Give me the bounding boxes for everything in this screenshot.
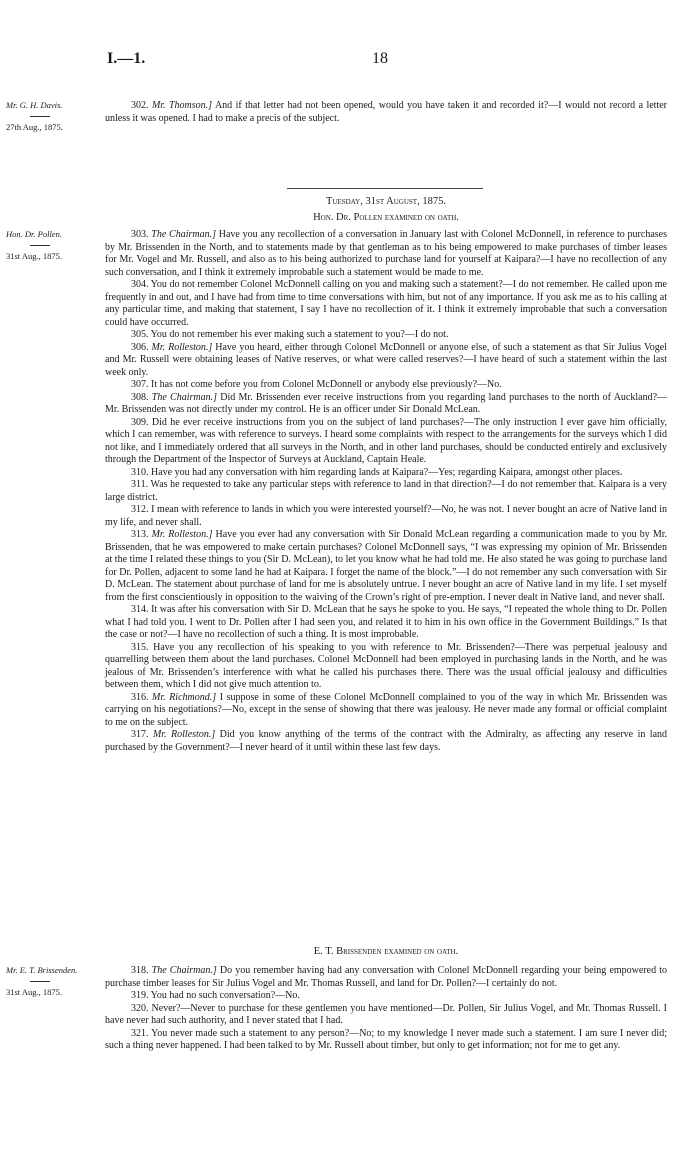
- witness-margin-note: [6, 229, 102, 262]
- testimony-paragraph: 315. Have you any recollection of his speaking to you with reference to Mr. Brissenden?—There was perpetual jealousy and quarrelling between them about the land purchases. Colonel McDonnell had been employed in purchasing lands in the North, and he was jealous of Mr. Brissenden’s interference with what he called his purchases there. There was the usual official jealousy and difficulties between them, which I did not give much attention to.: [105, 641, 667, 690]
- examination-heading: E. T. Brissenden examined on oath.: [313, 946, 459, 957]
- testimony-paragraph: 319. You had no such conversation?—No.: [131, 990, 300, 1001]
- testimony-paragraph: 313. Mr. Rolleston.] Have you ever had any conversation with Sir Donald McLean regarding a communication made to you by Mr. Brissenden, that he was empowered to make certain purchases? Colonel McDonnell says, “I was expressing my opinion of Mr. Brissenden at the time I related these things to you (Sir D. McLean), to let you know what he had told me. He also stated he was going to purchase land for Dr. Pollen, adjacent to some land he had at Kaipara. I forget the name of the block.”—I do not remember any such conversation with Sir D. McLean. The statement about purchase of land for me is absolutely untrue. I never bought an acre of Native land in my life. I set myself from the first conscientiously in opposition to the waiving of the Crown’s right of pre-emption. I never dealt in Native land, and never shall.: [105, 529, 668, 603]
- testimony-paragraph: 317. Mr. Rolleston.] Did you know anything of the terms of the contract with the Admiralty, as affecting any reserve in land purchased by the Government?—I never heard of it until within these last few days.: [105, 729, 668, 753]
- testimony-block: [105, 965, 667, 1053]
- testimony-paragraph: 320. Never?—Never to purchase for these gentlemen you have mentioned—Dr. Pollen, Sir Julius Vogel, and Mr. Thomas Russell. I have never had such authority, and I never stated that I had.: [105, 1002, 667, 1026]
- day-heading: Tuesday, 31st August, 1875.: [326, 196, 446, 207]
- testimony-paragraph: 312. I mean with reference to lands in which you were interested yourself?—No, he was not. I never bought an acre of Native land in my life, and never shall.: [105, 504, 667, 528]
- testimony-paragraph: 306. Mr. Rolleston.] Have you heard, either through Colonel McDonnell or anyone else, of such a statement as that Sir Julius Vogel and Mr. Russell were obtaining leases of Native reserves, or what were called reserves?—I have heard of such a statement within the last week only.: [105, 341, 668, 378]
- testimony-paragraph: 305. You do not remember his ever making such a statement to you?—I do not.: [131, 329, 449, 340]
- testimony-paragraph: 321. You never made such a statement to any person?—No; to my knowledge I never made such a statement. I am sure I never did; such a thing never happened. I had been talked to by Mr. Russell about timber, but only to get information; not for me to get any.: [105, 1027, 667, 1051]
- testimony-paragraph: 307. It has not come before you from Colonel McDonnell or anybody else previously?—No.: [131, 379, 502, 390]
- testimony-paragraph: 309. Did he ever receive instructions from you on the subject of land purchases?—The only instruction I ever gave him officially, which I can remember, was with reference to surveys. I heard some complaints with respect to the arrangements for the surveys which I did not like, and I immediately ordered that all surveys in the North, and in other land purchases, should be conducted entirely and exclusively through the Department of the Inspector of Surveys at Auckland, Captain Heale.: [105, 416, 667, 465]
- testimony-block: [105, 229, 667, 754]
- testimony-paragraph: 310. Have you had any conversation with him regarding lands at Kaipara?—Yes; regarding Kaipara, amongst other places.: [131, 466, 623, 478]
- page-number: 18: [372, 50, 388, 67]
- witness-date: 31st Aug., 1875.: [6, 251, 62, 261]
- witness-date: 27th Aug., 1875.: [6, 122, 63, 132]
- testimony-paragraph: 311. Was he requested to take any particular steps with reference to land in that direction?—I do not remember that. Kaipara is a very large district.: [105, 479, 667, 503]
- margin-dash: [30, 245, 50, 246]
- witness-date: 31st Aug., 1875.: [6, 987, 62, 997]
- examination-heading: Hon. Dr. Pollen examined on oath.: [313, 212, 459, 223]
- witness-name: Mr. E. T. Brissenden.: [6, 965, 78, 975]
- testimony-paragraph: 303. The Chairman.] Have you any recollection of a conversation in January last with Colonel McDonnell, in reference to purchases by Mr. Brissenden in the North, and to statements made by that gentleman as to his being empowered to make purchases of timber leases for Mr. Vogel and Mr. Russell, and also as to his being authorized to purchase land for yourself at Kaipara?—I have no recollection of any such conversation, and I think it extremely improbable such a statement would be made to me.: [105, 229, 667, 278]
- testimony-paragraph: 316. Mr. Richmond.] I suppose in some of these Colonel McDonnell complained to you of the way in which Mr. Brissenden was carrying on his negotiations?—No, except in the sense of showing that there was jealousy. He never made any formal or official complaint to me on the subject.: [105, 691, 668, 728]
- testimony-block: [105, 100, 667, 125]
- testimony-paragraph: 304. You do not remember Colonel McDonnell calling on you and making such a statement?—I do not remember. He called upon me frequently in and out, and I have had from time to time conversations with him, but not of any importance. If you ask me as to his calling at any particular time, and making that statement, I say I have no recollection of it. I think it extremely improbable that such a conversation could have occurred.: [105, 279, 667, 328]
- testimony-paragraph: 308. The Chairman.] Did Mr. Brissenden ever receive instructions from you regarding land purchases to the north of Auckland?—Mr. Brissenden was not directly under my control. He is an officer under Sir Donald McLean.: [105, 391, 668, 415]
- section-divider: [287, 188, 483, 189]
- witness-name: Hon. Dr. Pollen.: [6, 229, 62, 239]
- witness-name: Mr. G. H. Davis.: [6, 100, 63, 110]
- witness-margin-note: [6, 100, 102, 133]
- witness-margin-note: [6, 965, 102, 998]
- testimony-paragraph: 314. It was after his conversation with Sir D. McLean that he says he spoke to you. He says, “I repeated the whole thing to Dr. Pollen what I had told you. I went to Dr. Pollen after I had seen you, and related it to him in his own office in the Government Buildings.” Is that the case or not?—I have no recollection of such a thing. It is most improbable.: [105, 604, 667, 640]
- testimony-paragraph: 318. The Chairman.] Do you remember having had any conversation with Colonel McDonnell regarding your being empowered to purchase timber leases for Sir Julius Vogel and Mr. Thomas Russell, and land for Dr. Pollen?—I certainly do not.: [105, 965, 668, 989]
- parliament-reference: I.—1.: [107, 50, 146, 67]
- margin-dash: [30, 981, 50, 982]
- margin-dash: [30, 116, 50, 117]
- testimony-paragraph: 302. Mr. Thomson.] And if that letter had not been opened, would you have taken it and recorded it?—I would not record a letter unless it was opened. I had to make a precis of the subject.: [105, 100, 668, 124]
